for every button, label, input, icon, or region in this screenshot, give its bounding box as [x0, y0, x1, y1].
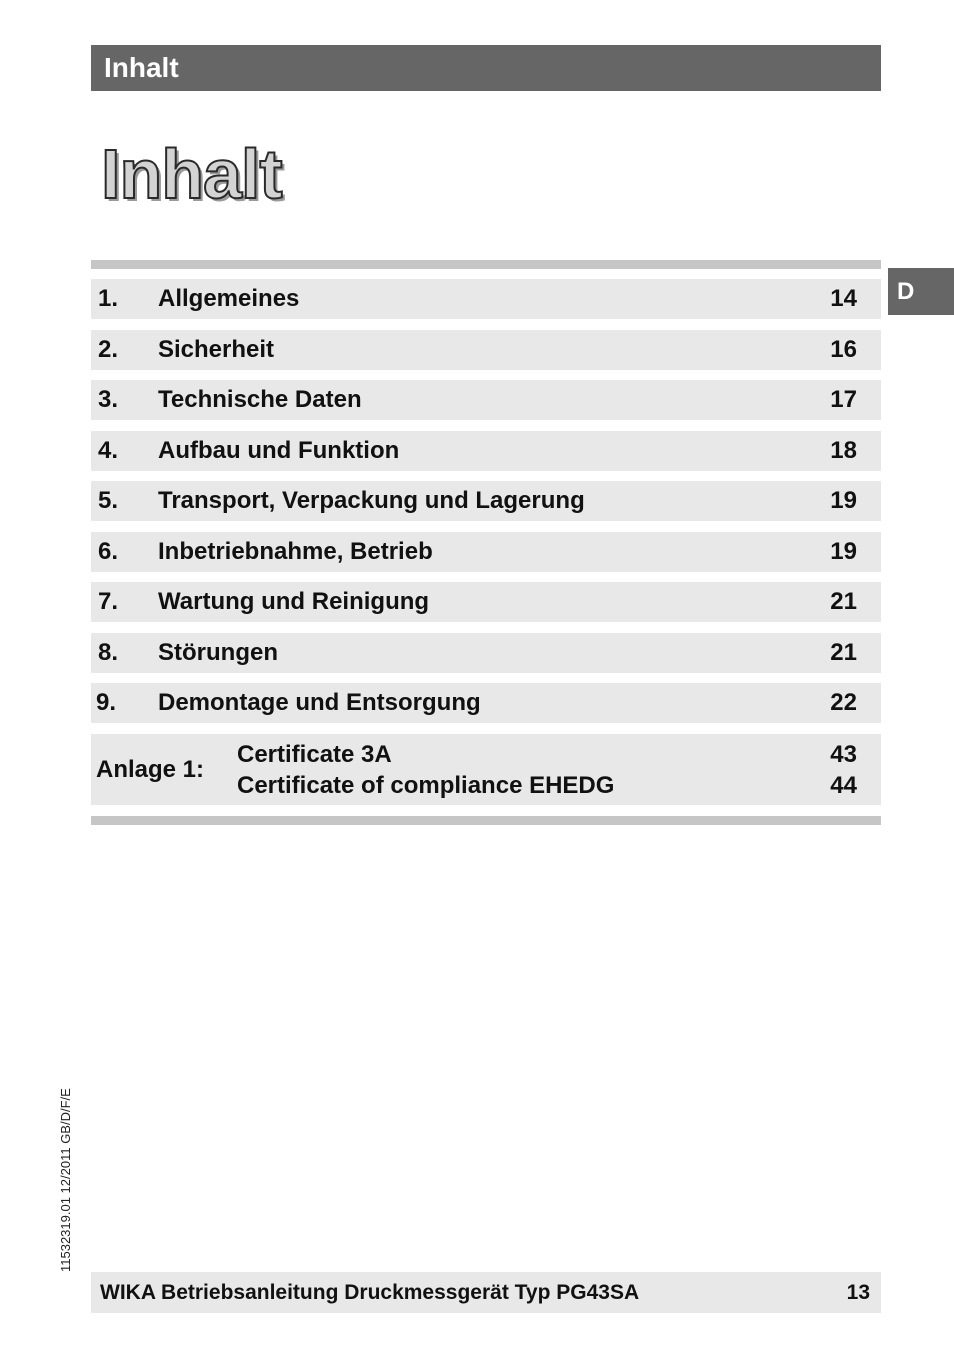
toc-entry-number: 7. — [98, 588, 119, 615]
page-title: Inhalt — [101, 135, 282, 213]
toc-entry-title: Allgemeines — [158, 285, 300, 312]
annex-entry-title: Certificate of compliance EHEDG — [237, 772, 615, 799]
toc-entry-number: 8. — [98, 639, 119, 666]
annex-entry-title: Certificate 3A — [237, 741, 392, 768]
toc-entry[interactable] — [91, 279, 881, 319]
toc-entry-page: 21 — [830, 639, 857, 666]
annex-entry[interactable] — [91, 739, 881, 770]
toc-entry-page: 16 — [830, 336, 857, 363]
annex-entry[interactable] — [91, 770, 881, 801]
toc-entry[interactable] — [91, 431, 881, 471]
toc-entry[interactable] — [91, 582, 881, 622]
section-header-title: Inhalt — [104, 52, 179, 83]
toc-entry-number: 9. — [96, 689, 117, 716]
annex-entry-page: 44 — [830, 772, 857, 799]
toc-entry[interactable] — [91, 633, 881, 673]
toc-entry-number: 5. — [98, 487, 119, 514]
toc-entry-page: 19 — [830, 538, 857, 565]
toc-annex — [91, 734, 881, 805]
section-header-bar — [91, 45, 881, 91]
toc-entry[interactable] — [91, 380, 881, 420]
toc-entry-title: Wartung und Reinigung — [158, 588, 430, 615]
toc-entry-title: Transport, Verpackung und Lagerung — [158, 487, 585, 514]
toc-entry-title: Sicherheit — [158, 336, 275, 363]
toc-entry-title: Demontage und Entsorgung — [158, 689, 481, 716]
toc-entry-title: Störungen — [158, 639, 278, 666]
toc-entry-number: 1. — [98, 285, 119, 312]
language-tab — [888, 268, 954, 315]
language-tab-label: D — [897, 278, 915, 305]
toc-entry-page: 21 — [830, 588, 857, 615]
toc-entry-title: Technische Daten — [158, 386, 362, 413]
annex-entry-page: 43 — [830, 741, 857, 768]
toc-entry-page: 17 — [830, 386, 857, 413]
toc-entry[interactable] — [91, 683, 881, 723]
toc-entry-number: 3. — [98, 386, 119, 413]
page-footer — [91, 1272, 881, 1313]
toc-entry-title: Aufbau und Funktion — [158, 437, 400, 464]
annex-label: Anlage 1: — [96, 756, 205, 783]
toc-entry-number: 2. — [98, 336, 119, 363]
toc-entry-number: 6. — [98, 538, 119, 565]
toc-top-rule — [91, 260, 881, 269]
toc-entry-page: 22 — [830, 689, 857, 716]
toc-entry[interactable] — [91, 330, 881, 370]
toc-entry-page: 19 — [830, 487, 857, 514]
toc-entry-title: Inbetriebnahme, Betrieb — [158, 538, 433, 565]
footer-text: WIKA Betriebsanleitung Druckmessgerät Typ PG43SA — [100, 1281, 640, 1304]
toc-entry[interactable] — [91, 481, 881, 521]
document-code: 11532319.01 12/2011 GB/D/F/E — [58, 1088, 73, 1272]
toc-entry-page: 18 — [830, 437, 857, 464]
toc-bottom-rule — [91, 816, 881, 825]
toc-entry[interactable] — [91, 532, 881, 572]
toc-entry-page: 14 — [830, 285, 857, 312]
toc-entry-number: 4. — [98, 437, 119, 464]
footer-page-number: 13 — [846, 1281, 870, 1304]
